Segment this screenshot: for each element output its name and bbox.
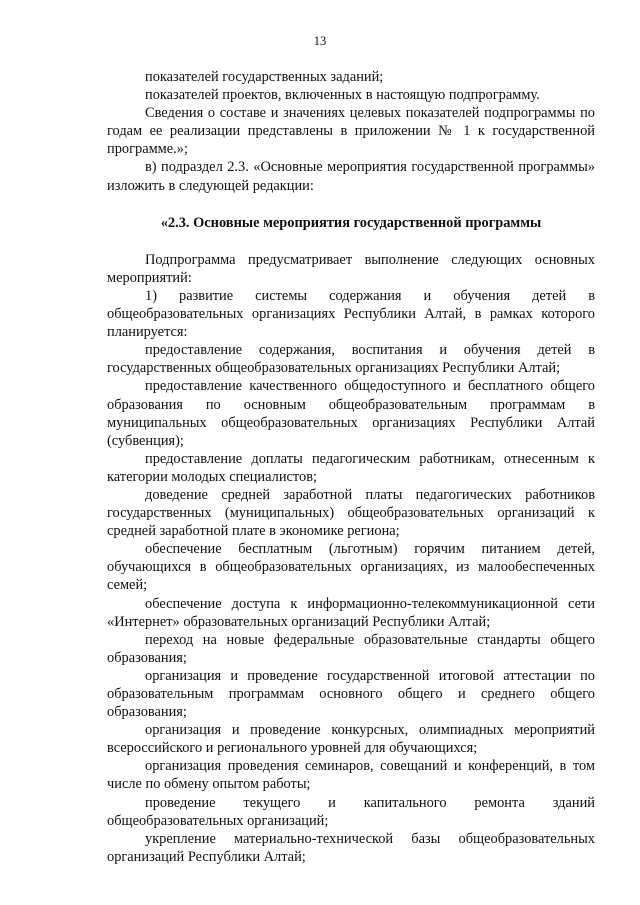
list-item-seminars: организация проведения семинаров, совещаний и конференций, в том числе по обмену опытом работы; bbox=[107, 758, 595, 793]
list-item-new-standards: переход на новые федеральные образовательные стандарты общего образования; bbox=[107, 631, 595, 666]
list-item-teacher-salary: доведение средней заработной платы педагогических работников государственных (муниципальных) общеобразовательных организаций к средней заработной плате в экономике региона; bbox=[107, 486, 595, 540]
list-item-building-repair: проведение текущего и капитального ремонта зданий общеобразовательных организаций; bbox=[107, 794, 595, 829]
list-item-olympiads: организация и проведение конкурсных, олимпиадных мероприятий всероссийского и регионального уровней для обучающихся; bbox=[107, 722, 595, 757]
document-body bbox=[107, 68, 595, 866]
list-item-internet-access: обеспечение доступа к информационно-телекоммуникационной сети «Интернет» образовательных организаций Республики Алтай; bbox=[107, 595, 595, 630]
list-item-young-specialists-bonus: предоставление доплаты педагогическим работникам, отнесенным к категории молодых специалистов; bbox=[107, 450, 595, 485]
page-number: 13 bbox=[313, 34, 327, 48]
paragraph-subprogram-intro: Подпрограмма предусматривает выполнение следующих основных мероприятий: bbox=[107, 251, 595, 286]
list-item-material-base: укрепление материально-технической базы общеобразовательных организаций Республики Алтай; bbox=[107, 830, 595, 865]
list-item-general-education-subvention: предоставление качественного общедоступного и бесплатного общего образования по основным общеобразовательным программам в муниципальных общеобразовательных организациях Республики Алтай (субвенция); bbox=[107, 378, 595, 449]
list-item-maintenance-education: предоставление содержания, воспитания и обучения детей в государственных общеобразовательных организациях Республики Алтай; bbox=[107, 342, 595, 377]
paragraph-project-indicators: показателей проектов, включенных в настоящую подпрограмму. bbox=[145, 87, 540, 104]
paragraph-target-indicators-info: Сведения о составе и значениях целевых показателей подпрограммы по годам ее реализации представлены в приложении № 1 к государственной программе.»; bbox=[107, 105, 595, 158]
paragraph-measure-1: 1) развитие системы содержания и обучения детей в общеобразовательных организациях Республики Алтай, в рамках которого планируется: bbox=[107, 287, 595, 341]
paragraph-subsection-amendment: в) подраздел 2.3. «Основные мероприятия государственной программы» изложить в следующей редакции: bbox=[107, 159, 595, 194]
list-item-free-meals: обеспечение бесплатным (льготным) горячим питанием детей, обучающихся в общеобразовательных организациях, из малообеспеченных семей; bbox=[107, 541, 595, 594]
list-item-final-attestation: организация и проведение государственной итоговой аттестации по образовательным программам основного общего и среднего общего образования; bbox=[107, 667, 595, 721]
section-heading: «2.3. Основные мероприятия государственной программы bbox=[160, 214, 542, 231]
paragraph-state-assignments: показателей государственных заданий; bbox=[145, 69, 384, 85]
